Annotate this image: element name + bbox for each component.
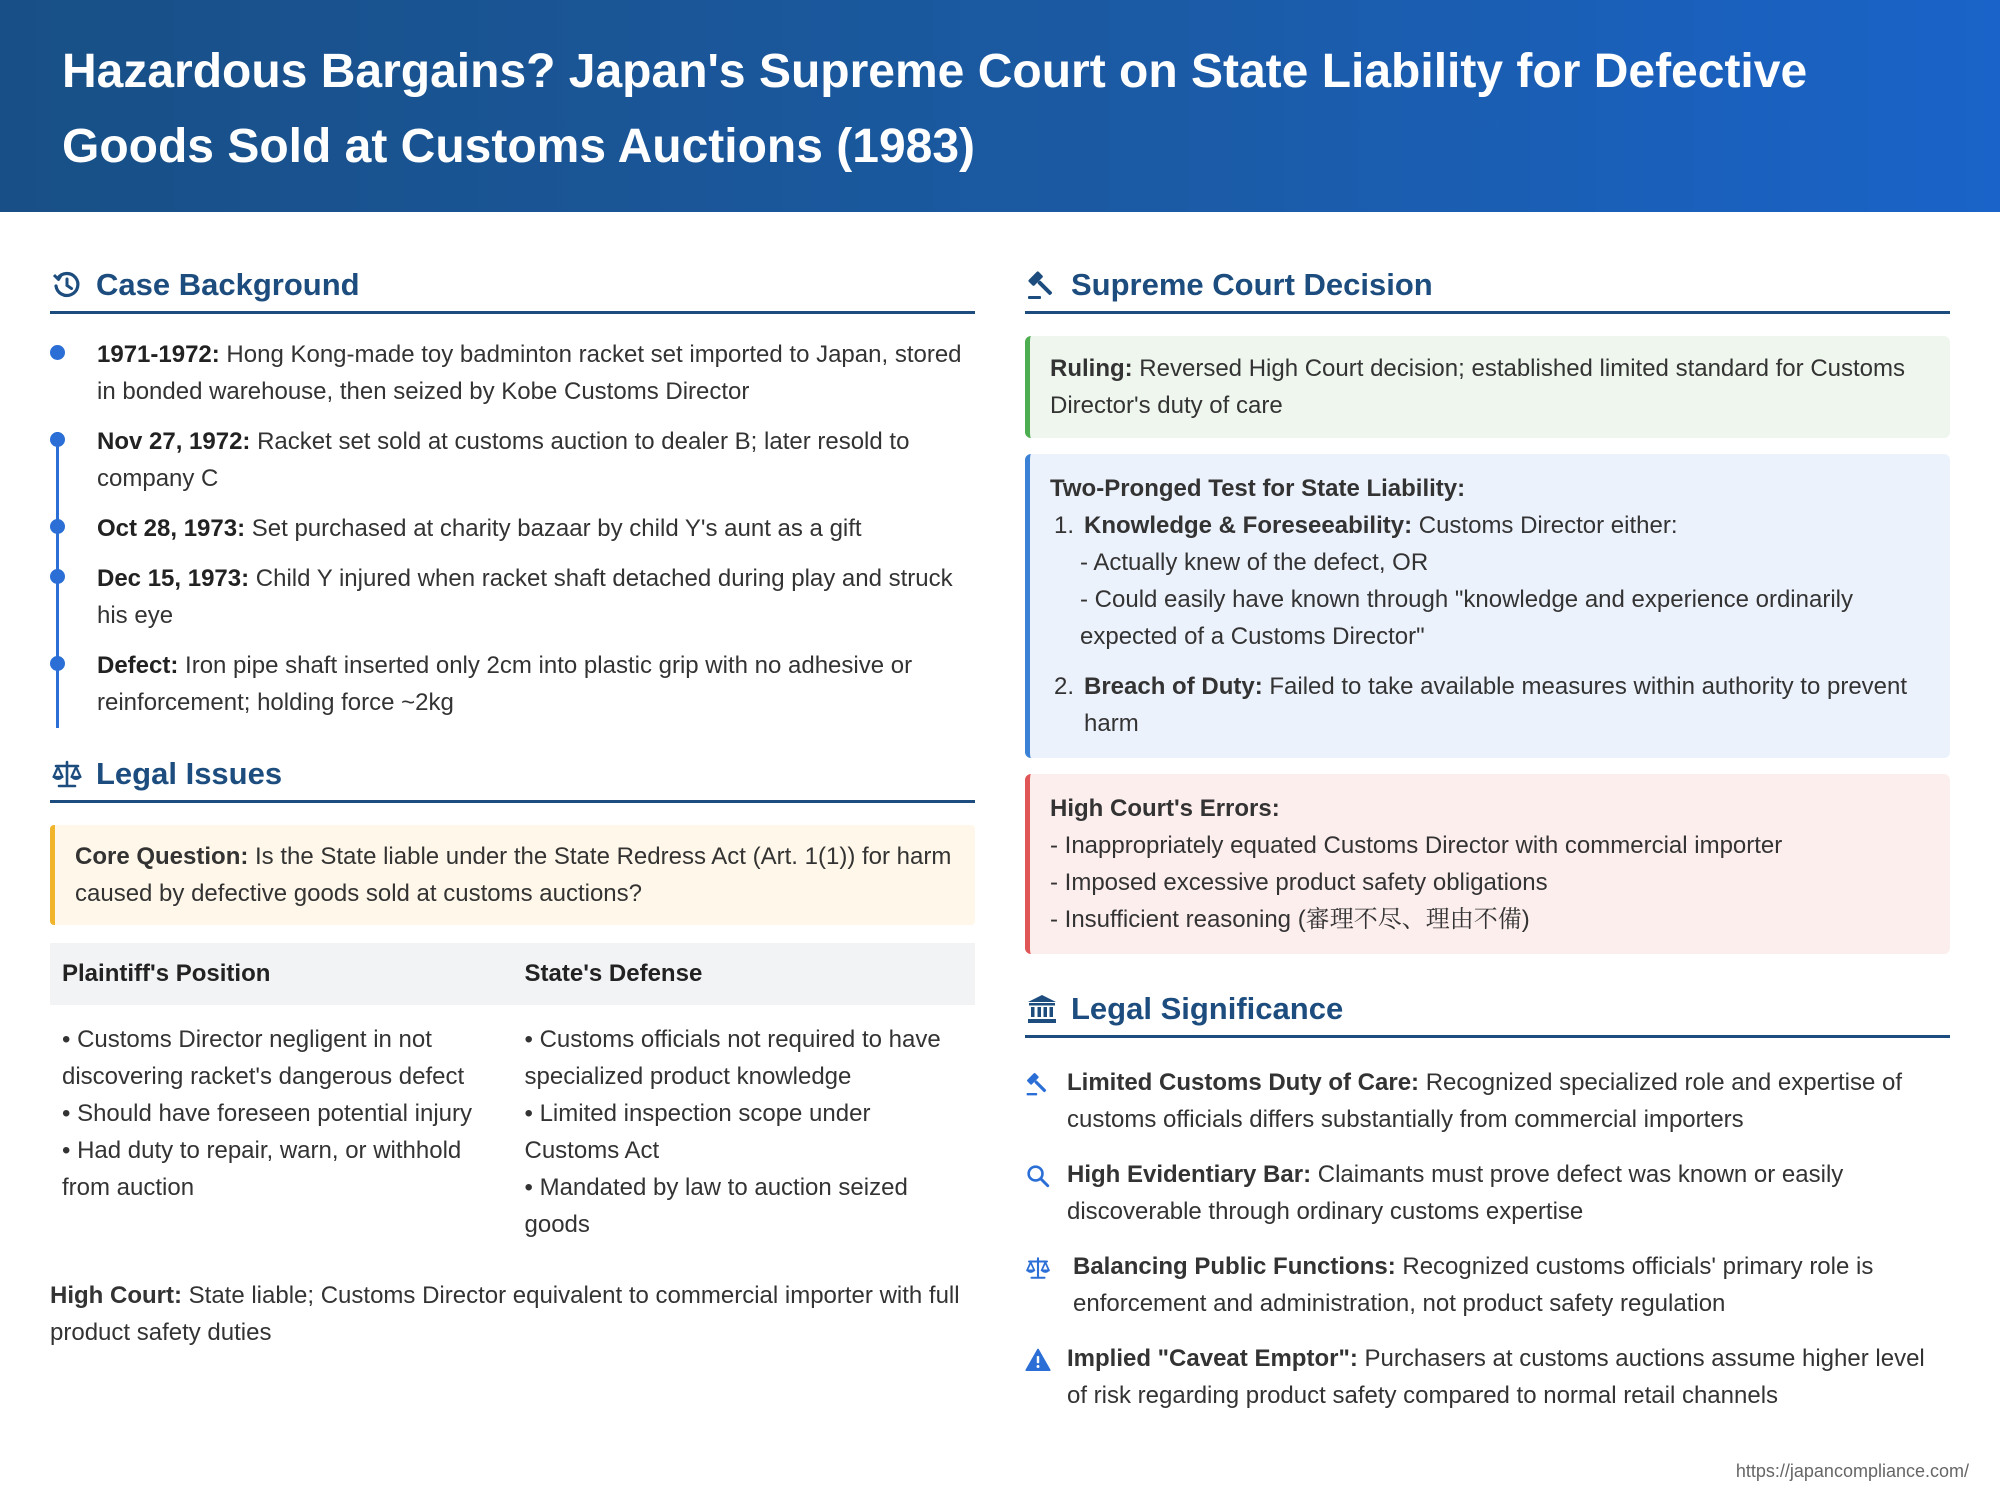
state-point: • Customs officials not required to have specialized product knowledge xyxy=(524,1026,941,1090)
test-item xyxy=(1050,507,1930,544)
timeline-item xyxy=(97,647,975,721)
plaintiff-point: • Had duty to repair, warn, or withhold from auction xyxy=(62,1137,462,1201)
plaintiff-cell xyxy=(50,1005,513,1243)
significance-text: Recognized specialized role and expertise of customs officials differs substantially from commercial importers xyxy=(1067,1069,1902,1133)
test-number: 2. xyxy=(1054,673,1075,700)
timeline-item xyxy=(97,336,975,410)
state-cell xyxy=(513,1005,976,1243)
ruling-text: Reversed High Court decision; established limited standard for Customs Director's duty of care xyxy=(1050,355,1905,419)
significance-heading: Legal Significance xyxy=(1071,990,1344,1026)
timeline-date: 1971-1972: xyxy=(97,341,220,368)
core-question-label: Core Question: xyxy=(75,843,249,870)
institution-icon xyxy=(1025,992,1059,1026)
timeline-text: Set purchased at charity bazaar by child Y's aunt as a gift xyxy=(245,515,862,542)
plaintiff-point: • Customs Director negligent in not discovering racket's dangerous defect xyxy=(62,1026,465,1090)
timeline-item xyxy=(97,560,975,634)
timeline-item xyxy=(97,510,975,547)
search-icon xyxy=(1025,1156,1067,1230)
test-text: Failed to take available measures within authority to prevent harm xyxy=(1084,673,1908,737)
high-court-note xyxy=(50,1277,975,1351)
positions-header-row xyxy=(50,943,975,1005)
timeline-item xyxy=(97,423,975,497)
legal-issues-header xyxy=(50,747,975,803)
high-court-text: State liable; Customs Director equivalent to commercial importer with full product safety duties xyxy=(50,1282,960,1346)
plaintiff-point: • Should have foreseen potential injury xyxy=(62,1100,473,1127)
case-background-heading: Case Background xyxy=(96,266,360,302)
test-title: Two-Pronged Test for State Liability: xyxy=(1050,475,1466,502)
core-question-text: Is the State liable under the State Redress Act (Art. 1(1)) for harm caused by defective goods sold at customs auctions? xyxy=(75,843,952,907)
left-column xyxy=(50,258,975,1351)
state-header: State's Defense xyxy=(513,943,976,1005)
timeline-date: Nov 27, 1972: xyxy=(97,428,251,455)
timeline-dot xyxy=(50,656,65,671)
timeline-dot xyxy=(50,345,65,360)
decision-heading: Supreme Court Decision xyxy=(1071,266,1433,302)
significance-text: Purchasers at customs auctions assume higher level of risk regarding product safety compared to normal retail channels xyxy=(1067,1345,1925,1409)
test-subpoint: - Actually knew of the defect, OR xyxy=(1080,549,1429,576)
timeline-date: Dec 15, 1973: xyxy=(97,565,250,592)
timeline-text: Racket set sold at customs auction to dealer B; later resold to company C xyxy=(97,428,910,492)
decision-header xyxy=(1025,258,1950,314)
test-subpoint: - Could easily have known through "knowledge and experience ordinarily expected of a Customs Director" xyxy=(1080,586,1853,650)
ruling-label: Ruling: xyxy=(1050,355,1133,382)
legal-issues-heading: Legal Issues xyxy=(96,755,283,791)
timeline-dot xyxy=(50,432,65,447)
page-title: Hazardous Bargains? Japan's Supreme Court on State Liability for Defective Goods Sold at Customs Auctions (1983) xyxy=(62,45,1808,173)
timeline-text: Child Y injured when racket shaft detached during play and struck his eye xyxy=(97,565,953,629)
case-background-header xyxy=(50,258,975,314)
timeline-text: Iron pipe shaft inserted only 2cm into plastic grip with no adhesive or reinforcement; holding force ~2kg xyxy=(97,652,913,716)
plaintiff-header: Plaintiff's Position xyxy=(50,943,513,1005)
state-point: • Mandated by law to auction seized goods xyxy=(524,1174,908,1238)
timeline-date: Oct 28, 1973: xyxy=(97,515,246,542)
errors-box xyxy=(1025,774,1950,954)
significance-label: Limited Customs Duty of Care: xyxy=(1067,1069,1420,1096)
scales-icon xyxy=(50,757,84,791)
warning-icon xyxy=(1025,1340,1067,1414)
significance-item xyxy=(1025,1064,1950,1138)
gavel-icon xyxy=(1025,268,1059,302)
source-url: https://japancompliance.com/ xyxy=(1735,1461,1969,1481)
test-text: Customs Director either: xyxy=(1412,512,1678,539)
high-court-label: High Court: xyxy=(50,1282,182,1309)
significance-text: Recognized customs officials' primary role is enforcement and administration, not product safety regulation xyxy=(1073,1253,1874,1317)
page-header xyxy=(0,0,2000,212)
error-item: - Imposed excessive product safety obligations xyxy=(1050,869,1548,896)
case-timeline xyxy=(50,336,975,721)
error-item: - Inappropriately equated Customs Director with commercial importer xyxy=(1050,832,1783,859)
timeline-dot xyxy=(50,569,65,584)
test-item xyxy=(1050,668,1930,742)
core-question-box xyxy=(50,825,975,925)
test-label: Knowledge & Foreseeability: xyxy=(1084,512,1413,539)
significance-header xyxy=(1025,982,1950,1038)
errors-title: High Court's Errors: xyxy=(1050,795,1280,822)
timeline-text: Hong Kong-made toy badminton racket set imported to Japan, stored in bonded warehouse, then seized by Kobe Customs Director xyxy=(97,341,962,405)
significance-item xyxy=(1025,1340,1950,1414)
timeline-date: Defect: xyxy=(97,652,179,679)
timeline-dot xyxy=(50,519,65,534)
significance-text: Claimants must prove defect was known or easily discoverable through ordinary customs expertise xyxy=(1067,1161,1844,1225)
right-column xyxy=(1025,258,1950,1432)
significance-label: Balancing Public Functions: xyxy=(1073,1253,1396,1280)
test-number: 1. xyxy=(1054,512,1075,539)
significance-label: Implied "Caveat Emptor": xyxy=(1067,1345,1358,1372)
test-label: Breach of Duty: xyxy=(1084,673,1263,700)
ruling-box xyxy=(1025,336,1950,438)
significance-item xyxy=(1025,1156,1950,1230)
positions-table xyxy=(50,943,975,1243)
state-point: • Limited inspection scope under Customs Act xyxy=(524,1100,871,1164)
gavel-icon xyxy=(1025,1064,1067,1138)
significance-item xyxy=(1025,1248,1950,1322)
significance-label: High Evidentiary Bar: xyxy=(1067,1161,1312,1188)
error-item: - Insufficient reasoning (審理不尽、理由不備) xyxy=(1050,906,1530,933)
positions-row xyxy=(50,1005,975,1243)
significance-list xyxy=(1025,1064,1950,1414)
history-icon xyxy=(50,268,84,302)
test-box xyxy=(1025,454,1950,758)
scales-icon xyxy=(1025,1248,1073,1322)
